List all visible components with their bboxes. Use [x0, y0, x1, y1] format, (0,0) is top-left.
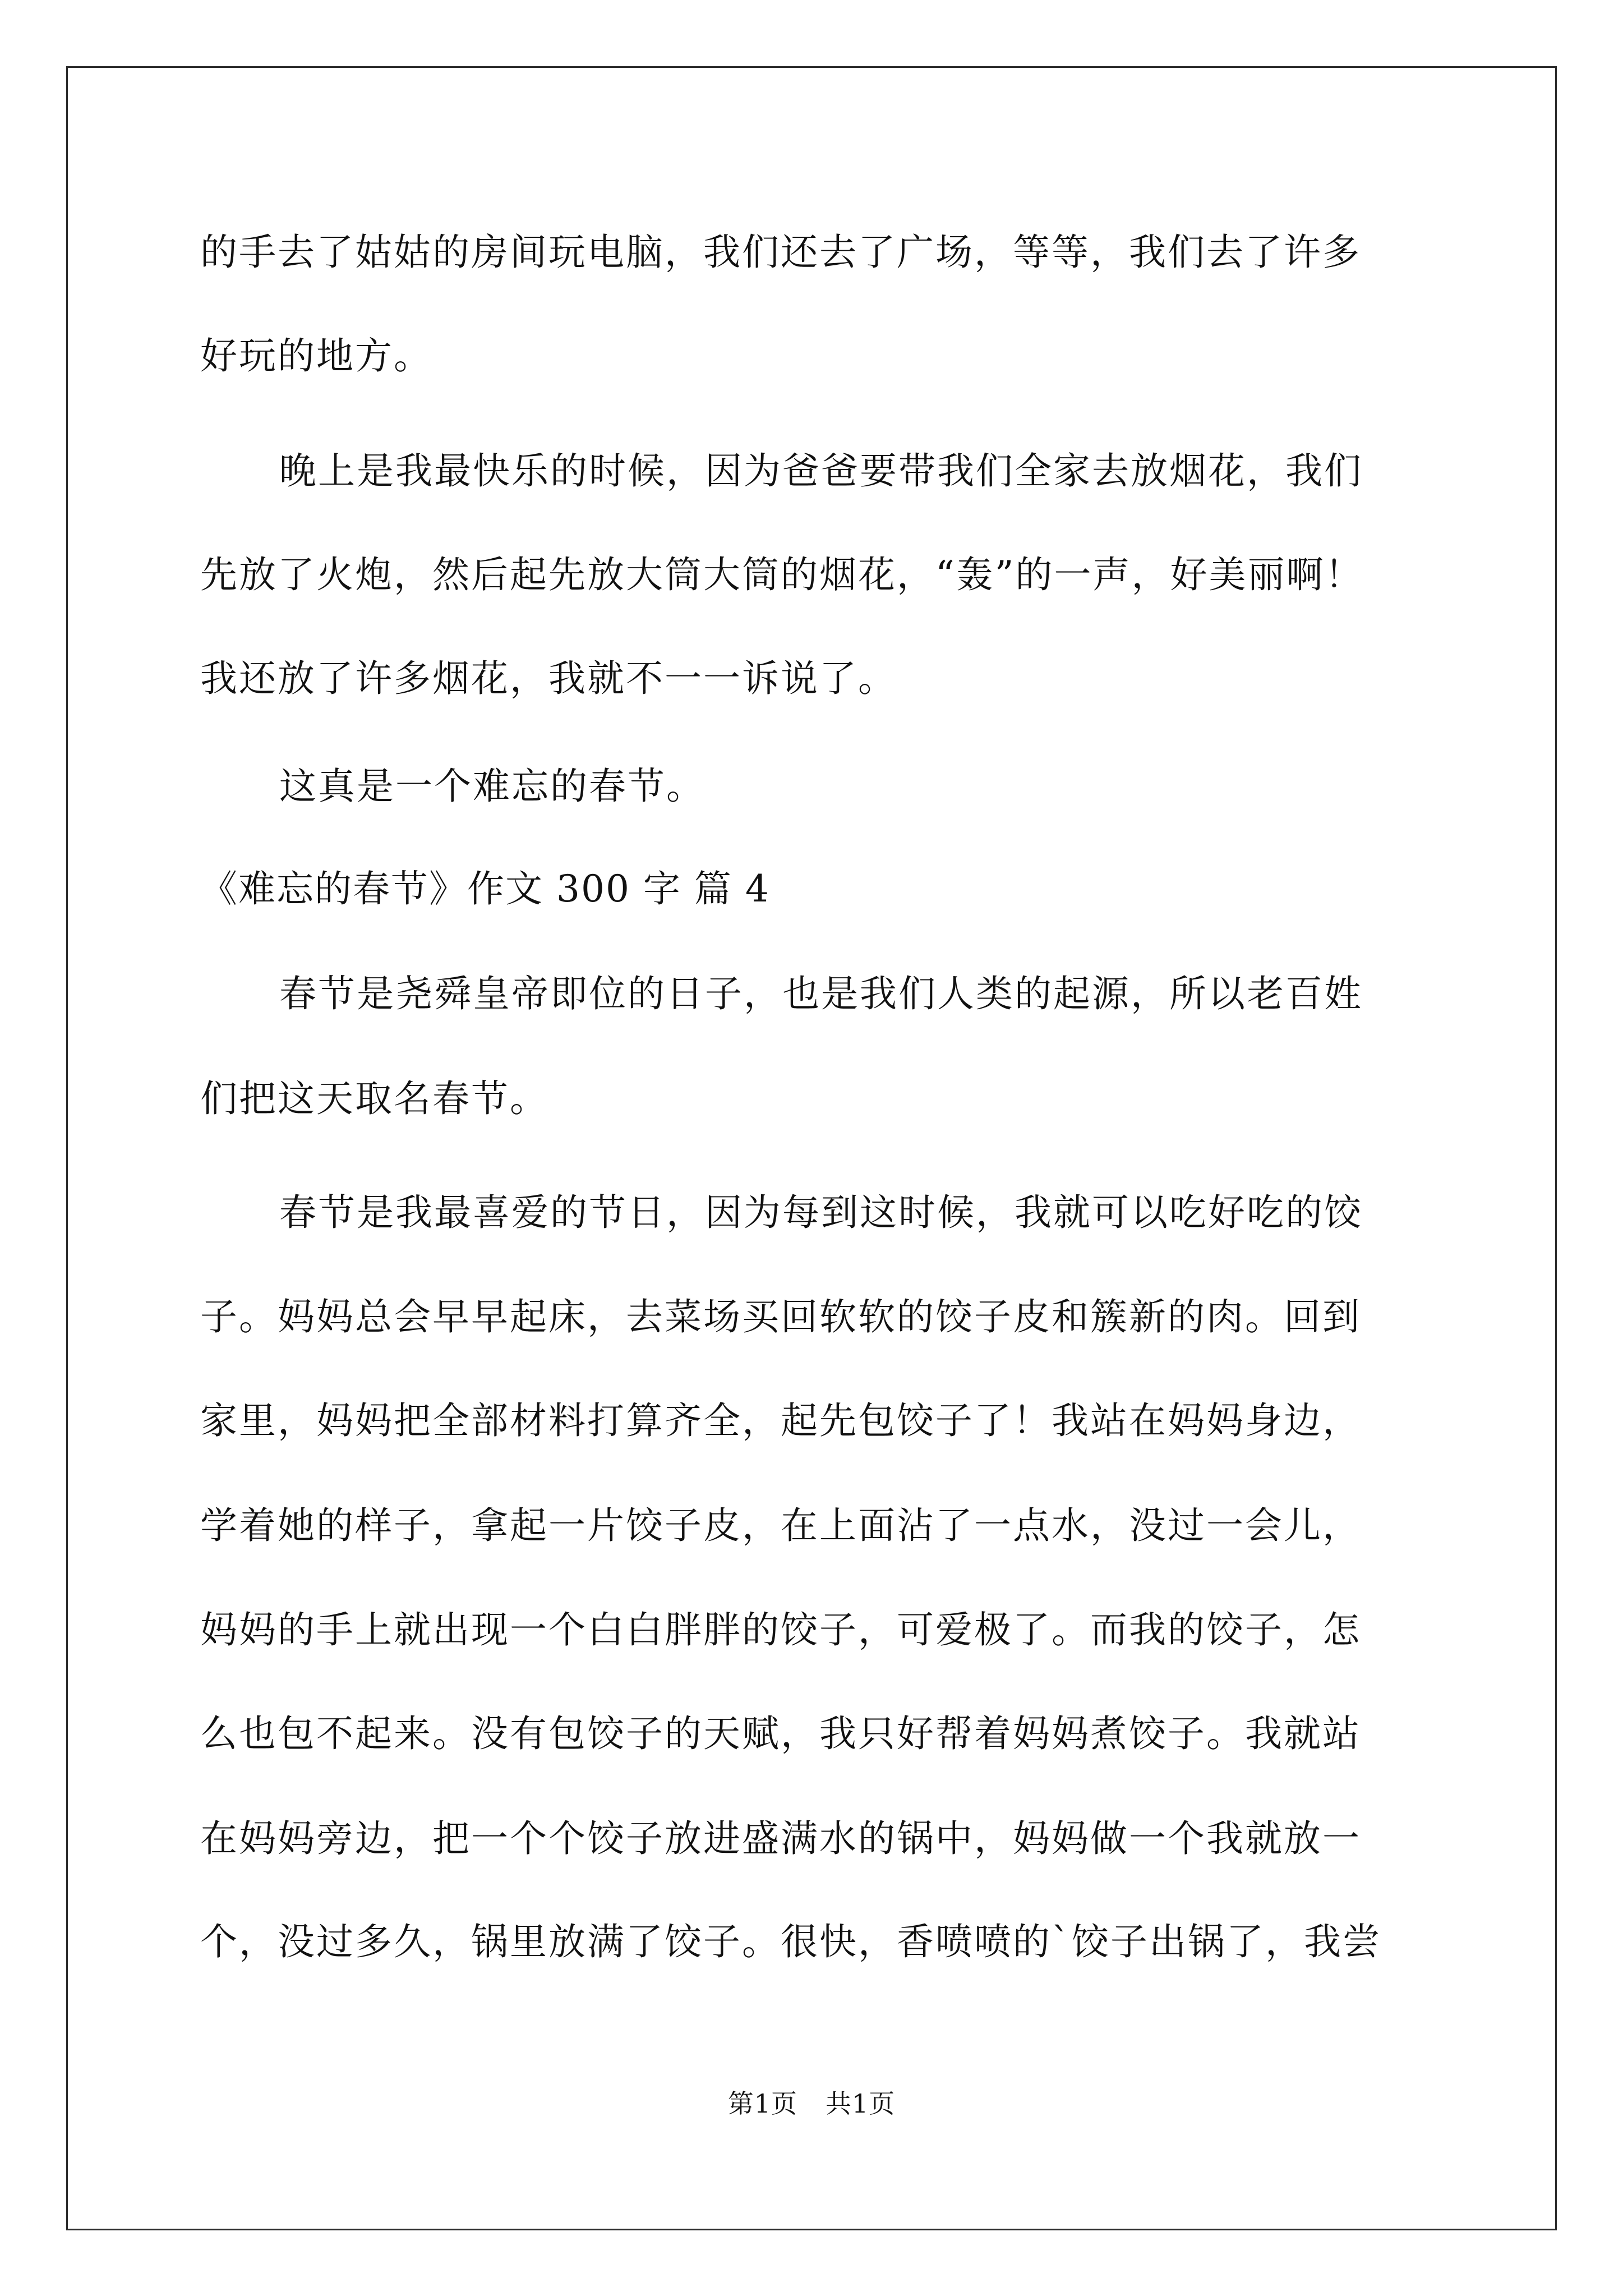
body-line: 家里，妈妈把全部材料打算齐全，起先包饺子了！我站在妈妈身边，	[200, 1399, 1361, 1442]
body-line: 妈妈的手上就出现一个白白胖胖的饺子，可爱极了。而我的饺子，怎	[200, 1608, 1361, 1651]
body-line: 个，没过多久，锅里放满了饺子。很快，香喷喷的`饺子出锅了，我尝	[200, 1920, 1381, 1963]
page-footer	[0, 2088, 1623, 2119]
body-line: 么也包不起来。没有包饺子的天赋，我只好帮着妈妈煮饺子。我就站	[200, 1712, 1361, 1755]
paragraph-first-line: 春节是我最喜爱的节日，因为每到这时候，我就可以吃好吃的饺	[279, 1191, 1363, 1234]
paragraph-first-line: 春节是尧舜皇帝即位的日子，也是我们人类的起源，所以老百姓	[279, 972, 1363, 1015]
paragraph-first-line: 这真是一个难忘的春节。	[279, 765, 705, 808]
page-total: 共1页	[826, 2088, 896, 2119]
body-line: 学着她的样子，拿起一片饺子皮，在上面沾了一点水，没过一会儿，	[200, 1504, 1361, 1547]
body-line: 子。妈妈总会早早起床，去菜场买回软软的饺子皮和簇新的肉。回到	[200, 1295, 1361, 1338]
page-border	[66, 66, 1557, 2230]
body-line: 先放了火炮，然后起先放大筒大筒的烟花，“轰”的一声，好美丽啊！	[200, 553, 1364, 596]
body-line: 我还放了许多烟花，我就不一一诉说了。	[200, 657, 897, 700]
paragraph-first-line: 晚上是我最快乐的时候，因为爸爸要带我们全家去放烟花，我们	[279, 449, 1363, 493]
body-line: 在妈妈旁边，把一个个饺子放进盛满水的锅中，妈妈做一个我就放一	[200, 1817, 1361, 1860]
body-line: 们把这天取名春节。	[200, 1077, 548, 1120]
section-heading: 《难忘的春节》作文 300 字 篇 4	[200, 867, 770, 910]
body-line: 好玩的地方。	[200, 334, 432, 378]
body-line: 的手去了姑姑的房间玩电脑，我们还去了广场，等等，我们去了许多	[200, 231, 1361, 274]
page-number: 第1页	[727, 2088, 797, 2119]
